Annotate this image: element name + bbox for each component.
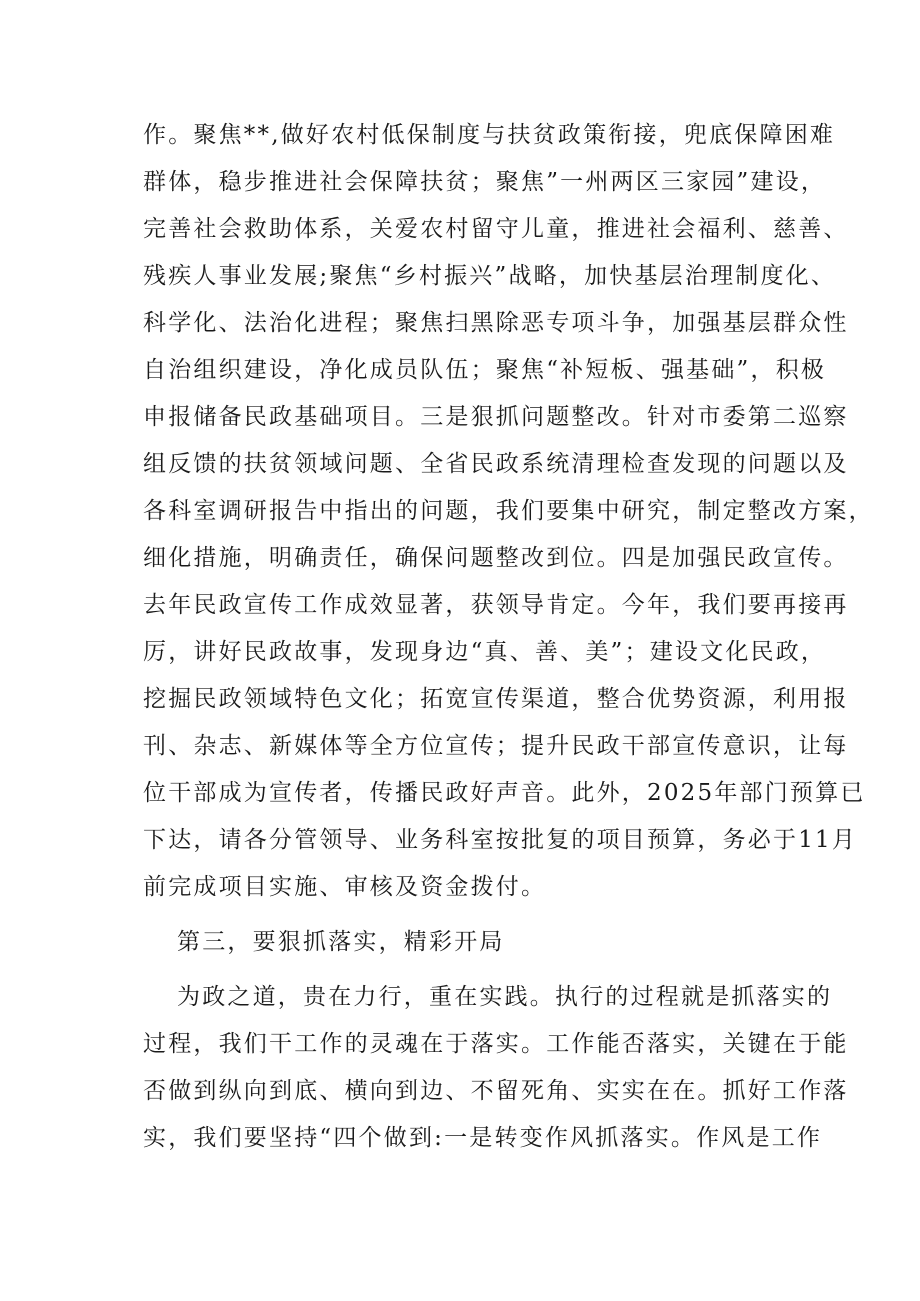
section-spacer (143, 911, 783, 919)
paragraph-line: 刊、杂志、新媒体等全方位宣传；提升民政干部宣传意识，让每 (143, 733, 849, 759)
paragraph-line: 位干部成为宣传者，传播民政好声音。此外，2025年部门预算已 (143, 780, 866, 806)
paragraph-line: 挖掘民政领域特色文化；拓宽宣传渠道，整合优势资源，利用报 (143, 686, 849, 712)
paragraph-line: 科学化、法治化进程；聚焦扫黑除恶专项斗争，加强基层群众性 (143, 310, 849, 336)
section-spacer (143, 966, 783, 974)
paragraph-line: 去年民政宣传工作成效显著，获领导肯定。今年，我们要再接再 (143, 592, 849, 618)
paragraph-line: 各科室调研报告中指出的问题，我们要集中研究，制定整改方案， (143, 498, 874, 524)
paragraph-line: 否做到纵向到底、横向到边、不留死角、实实在在。抓好工作落 (143, 1078, 849, 1104)
paragraph-line: 群体，稳步推进社会保障扶贫；聚焦”一州两区三家园”建设， (143, 169, 827, 195)
section-heading: 第三，要狠抓落实，精彩开局 (177, 929, 505, 955)
paragraph-line: 为政之道，贵在力行，重在实践。执行的过程就是抓落实的 (177, 984, 833, 1010)
paragraph-line: 残疾人事业发展;聚焦“乡村振兴”战略，加快基层治理制度化、 (143, 263, 837, 289)
paragraph-line: 过程，我们干工作的灵魂在于落实。工作能否落实，关键在于能 (143, 1031, 849, 1057)
paragraph-line: 组反馈的扶贫领域问题、全省民政系统清理检查发现的问题以及 (143, 451, 849, 477)
paragraph-line: 完善社会救助体系，关爱农村留守儿童，推进社会福利、慈善、 (143, 216, 849, 242)
paragraph-line: 实，我们要坚持“四个做到:一是转变作风抓落实。作风是工作 (143, 1125, 823, 1151)
paragraph-line: 自治组织建设，净化成员队伍；聚焦“补短板、强基础”，积极 (143, 357, 827, 383)
paragraph-line: 下达，请各分管领导、业务科室按批复的项目预算，务必于11月 (143, 827, 858, 853)
paragraph-line: 作。聚焦**,做好农村低保制度与扶贫政策衔接，兜底保障困难 (143, 122, 836, 148)
paragraph-line: 申报储备民政基础项目。三是狠抓问题整改。针对市委第二巡察 (143, 404, 849, 430)
paragraph-line: 前完成项目实施、审核及资金拨付。 (143, 874, 547, 900)
document-body (143, 112, 874, 1162)
paragraph-line: 细化措施，明确责任，确保问题整改到位。四是加强民政宣传。 (143, 545, 849, 571)
paragraph-line: 厉，讲好民政故事，发现身边“真、善、美”；建设文化民政， (143, 639, 827, 665)
